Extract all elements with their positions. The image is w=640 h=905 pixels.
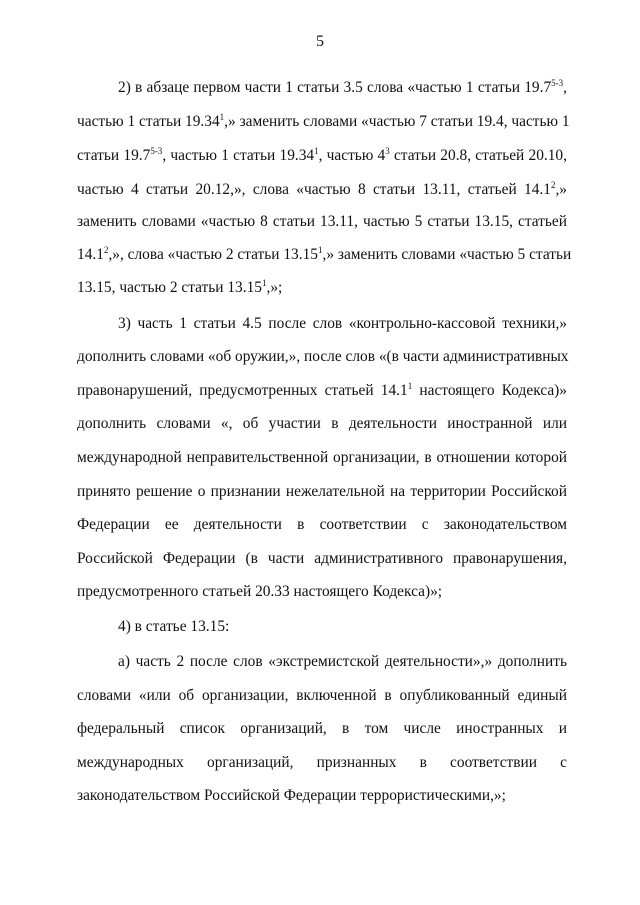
superscript: 2 [103,245,109,255]
text-line: законодательством Российской Федерации террористическими,»; [77,787,506,804]
superscript: 5-3 [150,146,163,156]
text-line: дополнить словами «, об участии в деятельности иностранной или [77,415,567,432]
text-line: принято решение о признании нежелательной на территории Российской [77,483,567,500]
text-line: предусмотренного статьей 20.33 настоящего Кодекса)»; [77,583,443,600]
text-line: частью 1 статьи 19.34$^1$,» заменить словами «частью 7 статьи 19.4, частью 1 [77,112,570,130]
text-line: международной неправительственной организации, в отношении которой [77,449,567,466]
text-line: частью 4 статьи 20.12,», слова «частью 8 статьи 13.11, статьей 14.1$^2$,» [77,180,567,198]
superscript: 1 [314,146,319,156]
text-line: дополнить словами «об оружии,», после слов «(в части административных [77,348,569,365]
text-line: 3) часть 1 статьи 4.5 после слов «контрольно-кассовой техники,» [118,315,567,332]
text-line: правонарушений, предусмотренных статьей 14.1$^1$ настоящего Кодекса)» [77,381,567,399]
text-line: заменить словами «частью 8 статьи 13.11, частью 5 статьи 13.15, статьей [77,213,567,230]
text-line: а) часть 2 после слов «экстремистской деятельности»,» дополнить [118,653,567,670]
text-line: 13.15, частью 2 статьи 13.15$^1$,»; [77,278,283,296]
text-line: словами «или об организации, включенной в опубликованный единый [77,687,567,704]
text-line: 2) в абзаце первом части 1 статьи 3.5 слова «частью 1 статьи 19.7$^{5-3}$, [118,78,567,96]
text-line: 4) в статье 13.15: [118,618,230,635]
superscript: 3 [385,146,390,156]
text-line: статьи 19.7$^{5-3}$, частью 1 статьи 19.34$^1$, частью $4^3$ статьи 20.8, статьей 20.10, [77,146,567,164]
superscript: 1 [318,245,323,255]
page-number: 5 [316,33,324,50]
text-line: Российской Федерации (в части административного правонарушения, [77,550,567,567]
superscript: 2 [550,180,556,190]
superscript: 1 [219,112,225,122]
text-line: федеральный список организаций, в том числе иностранных и [77,720,567,737]
text-line: международных организаций, признанных в соответствии с [77,754,567,771]
superscript: 1 [407,381,413,391]
text-line: 14.1$^2$,», слова «частью 2 статьи 13.15$^1$,» заменить словами «частью 5 статьи [77,245,572,263]
text-line: Федерации ее деятельности в соответствии с законодательством [77,516,567,533]
superscript: 1 [262,278,267,288]
superscript: 5-3 [551,78,564,88]
